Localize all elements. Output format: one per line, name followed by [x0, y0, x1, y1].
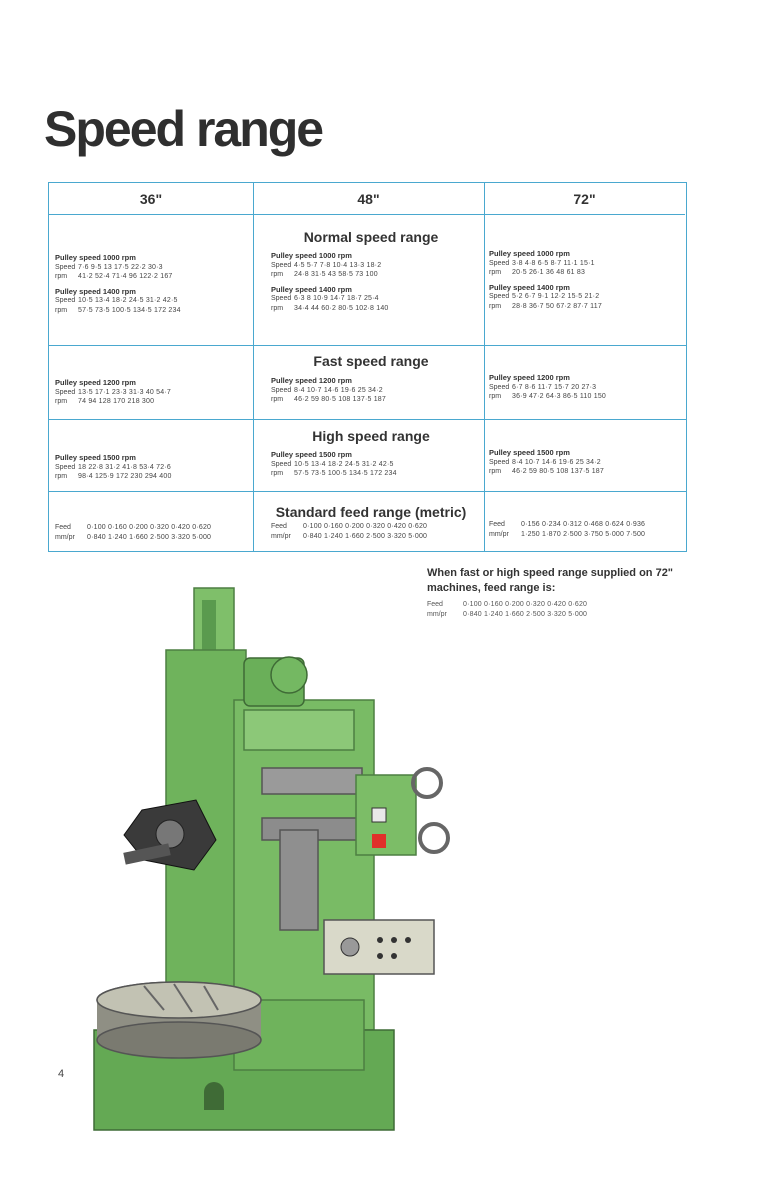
row-divider [49, 345, 686, 346]
speed-block [489, 249, 687, 278]
rpm-values: 36·9 47·2 64·3 86·5 110 150 [512, 393, 607, 400]
speed-label: Speed [271, 295, 292, 302]
rpm-values: 20·5 26·1 36 48 61 83 [512, 269, 586, 276]
rpm-label: rpm [271, 470, 284, 477]
column-header-36: 36" [49, 183, 253, 215]
speed-block [271, 285, 469, 314]
pulley-heading: Pulley speed 1000 rpm [55, 253, 136, 262]
pulley-heading: Pulley speed 1500 rpm [271, 450, 352, 459]
speed-values: 3·8 4·8 6·5 8·7 11·1 15·1 [512, 259, 595, 267]
speed-values: 4·5 5·7 7·8 10·4 13·3 18·2 [294, 261, 382, 269]
column-divider [253, 183, 254, 551]
rpm-label: rpm [271, 304, 284, 312]
speed-label: Speed [271, 386, 292, 394]
rpm-values: 57·5 73·5 100·5 134·5 172 234 [78, 306, 181, 314]
speed-block [55, 253, 253, 282]
feed-values: 0·156 0·234 0·312 0·468 0·624 0·936 [521, 521, 646, 528]
rpm-label: rpm [55, 273, 68, 280]
rpm-label: rpm [271, 396, 284, 403]
rpm-values: 24·8 31·5 43 58·5 73 100 [294, 271, 378, 278]
column-header-72: 72" [484, 183, 685, 215]
speed-values: 6·3 8 10·9 14·7 18·7 25·4 [294, 295, 379, 302]
page-number: 4 [58, 1068, 65, 1080]
rpm-label: rpm [55, 473, 68, 480]
feed-48-cell [271, 522, 469, 542]
rpm-label: rpm [489, 393, 502, 400]
note-title: When fast or high speed range supplied on 72" machines, feed range is: [427, 567, 674, 594]
section-title-feed: Standard feed range (metric) [275, 504, 467, 520]
mmpr-values: 0·840 1·240 1·660 2·500 3·320 5·000 [303, 533, 428, 540]
page-title: Speed range [44, 101, 323, 157]
speed-block [271, 251, 469, 280]
feed-72-cell [489, 520, 687, 540]
feed-label: Feed [55, 524, 71, 531]
section-title-fast: Fast speed range [313, 353, 429, 369]
rpm-label: rpm [489, 302, 502, 310]
feed-range-note [427, 566, 727, 620]
normal-48-cell [271, 251, 469, 318]
rpm-label: rpm [55, 306, 68, 314]
feed-36-cell [55, 523, 253, 543]
pulley-heading: Pulley speed 1200 rpm [55, 378, 136, 387]
rpm-values: 57·5 73·5 100·5 134·5 172 234 [294, 470, 397, 477]
mmpr-label: mm/pr [271, 533, 291, 540]
mmpr-label: mm/pr [427, 611, 447, 618]
speed-values: 10·5 13·4 18·2 24·5 31·2 42·5 [78, 297, 178, 304]
rpm-label: rpm [489, 269, 502, 276]
speed-label: Speed [55, 263, 76, 271]
fast-48-cell [271, 376, 469, 405]
pulley-heading: Pulley speed 1400 rpm [271, 284, 352, 294]
rpm-values: 34·4 44 60·2 80·5 102·8 140 [294, 304, 389, 312]
rpm-label: rpm [271, 271, 284, 278]
pulley-heading: Pulley speed 1200 rpm [489, 373, 570, 382]
speed-label: Speed [55, 297, 76, 304]
column-header-48: 48" [253, 183, 484, 215]
high-48-cell [271, 450, 469, 479]
normal-36-cell [55, 253, 253, 320]
pulley-heading: Pulley speed 1200 rpm [271, 376, 352, 385]
speed-block [489, 283, 687, 312]
pulley-heading: Pulley speed 1400 rpm [489, 282, 570, 292]
speed-values: 6·7 8·6 11·7 15·7 20 27·3 [512, 383, 597, 391]
vertical-lathe-photo [84, 580, 464, 1140]
speed-values: 10·5 13·4 18·2 24·5 31·2 42·5 [294, 460, 394, 468]
rpm-values: 28·8 36·7 50 67·2 87·7 117 [512, 302, 602, 310]
section-title-high: High speed range [312, 428, 430, 444]
speed-label: Speed [489, 259, 510, 267]
mmpr-values: 0·840 1·240 1·660 2·500 3·320 5·000 [87, 534, 212, 541]
row-divider [49, 419, 686, 420]
high-36-cell [55, 453, 253, 482]
speed-label: Speed [489, 293, 510, 300]
feed-values: 0·100 0·160 0·200 0·320 0·420 0·620 [87, 524, 212, 531]
speed-range-table [48, 182, 687, 552]
speed-values: 7·6 9·5 13 17·5 22·2 30·3 [78, 263, 163, 271]
speed-label: Speed [55, 463, 76, 471]
pulley-heading: Pulley speed 1500 rpm [55, 453, 136, 462]
fast-36-cell [55, 378, 253, 407]
speed-block [55, 287, 253, 316]
feed-label: Feed [427, 601, 443, 608]
fast-72-cell [489, 373, 687, 402]
normal-72-cell [489, 249, 687, 316]
speed-label: Speed [55, 388, 76, 396]
speed-values: 13·5 17·1 23·3 31·3 40 54·7 [78, 388, 171, 396]
pulley-heading: Pulley speed 1000 rpm [271, 251, 352, 260]
row-divider [49, 491, 686, 492]
feed-values: 0·100 0·160 0·200 0·320 0·420 0·620 [463, 601, 588, 608]
feed-label: Feed [271, 523, 287, 530]
mmpr-values: 0·840 1·240 1·660 2·500 3·320 5·000 [463, 611, 588, 618]
feed-label: Feed [489, 521, 505, 528]
note-feed-rows [427, 600, 727, 620]
speed-label: Speed [271, 261, 292, 269]
speed-values: 18 22·8 31·2 41·8 53·4 72·6 [78, 463, 171, 471]
pulley-heading: Pulley speed 1400 rpm [55, 286, 136, 296]
rpm-label: rpm [489, 468, 502, 475]
mmpr-label: mm/pr [489, 531, 509, 538]
speed-label: Speed [489, 458, 510, 466]
rpm-values: 74 94 128 170 218 300 [78, 398, 155, 405]
rpm-values: 46·2 59 80·5 108 137·5 187 [512, 468, 604, 475]
feed-values: 0·100 0·160 0·200 0·320 0·420 0·620 [303, 523, 428, 530]
speed-values: 5·2 6·7 9·1 12·2 15·5 21·2 [512, 293, 600, 300]
pulley-heading: Pulley speed 1000 rpm [489, 249, 570, 258]
speed-label: Speed [271, 460, 292, 468]
speed-values: 8·4 10·7 14·6 19·6 25 34·2 [512, 458, 601, 466]
rpm-values: 98·4 125·9 172 230 294 400 [78, 473, 172, 480]
rpm-values: 41·2 52·4 71·4 96 122·2 167 [78, 273, 173, 280]
mmpr-values: 1·250 1·870 2·500 3·750 5·000 7·500 [521, 531, 646, 538]
section-title-normal: Normal speed range [303, 229, 439, 245]
rpm-label: rpm [55, 398, 68, 405]
mmpr-label: mm/pr [55, 534, 75, 541]
rpm-values: 46·2 59 80·5 108 137·5 187 [294, 396, 386, 403]
high-72-cell [489, 448, 687, 477]
pulley-heading: Pulley speed 1500 rpm [489, 448, 570, 457]
speed-values: 8·4 10·7 14·6 19·6 25 34·2 [294, 386, 383, 394]
speed-label: Speed [489, 383, 510, 391]
